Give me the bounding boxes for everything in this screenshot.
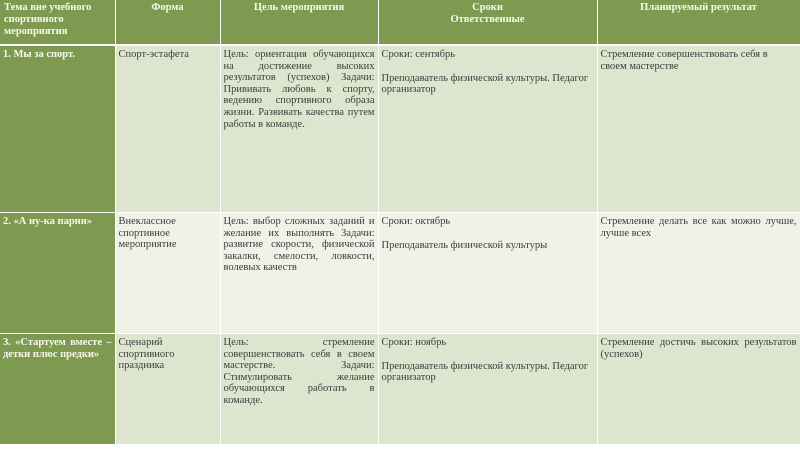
row-responsible: Преподаватель физической культуры. Педагог организатор	[381, 360, 589, 384]
row-result: Стремление делать все как можно лучше, лучше всех	[597, 213, 800, 334]
row-goal: Цель: стремление совершенствовать себя в своем мастерстве. Задачи: Стимулировать желание обучающихся работать в команде.	[220, 334, 378, 445]
row-responsible: Преподаватель физической культуры. Педагог организатор	[381, 72, 589, 96]
header-dates	[378, 0, 597, 45]
row-theme: 3. «Стартуем вместе – детки плюс предки»	[0, 334, 115, 445]
header-goal: Цель мероприятия	[220, 0, 378, 45]
row-result: Стремление совершенствовать себя в своем мастерстве	[597, 45, 800, 213]
row-goal: Цель: выбор сложных заданий и желание их выполнять Задачи: развитие скорости, физической закалки, смелости, ловкости, волевых качеств	[220, 213, 378, 334]
header-dates-title: Сроки	[472, 2, 503, 13]
row-theme: 1. Мы за спорт.	[0, 45, 115, 213]
table-row	[0, 213, 800, 334]
row-dates-cell	[378, 45, 597, 213]
row-result: Стремление достичь высоких результатов (успехов)	[597, 334, 800, 445]
row-form: Внеклассное спортивное мероприятие	[115, 213, 220, 334]
row-dates-cell	[378, 334, 597, 445]
row-dates: Сроки: сентябрь	[381, 49, 455, 60]
header-theme: Тема вне учебного спортивного мероприятия	[0, 0, 115, 45]
row-goal: Цель: ориентация обучающихся на достижение высоких результатов (успехов) Задачи: Прививать любовь к спорту, ведению спортивного образа жизни. Развивать качества путем работы в команде.	[220, 45, 378, 213]
row-dates: Сроки: ноябрь	[381, 337, 447, 348]
header-form: Форма	[115, 0, 220, 45]
row-theme: 2. «А ну-ка парни»	[0, 213, 115, 334]
header-responsible-title: Ответственные	[450, 14, 525, 25]
table-row	[0, 334, 800, 445]
row-form: Спорт-эстафета	[115, 45, 220, 213]
row-responsible: Преподаватель физической культуры	[381, 239, 548, 251]
header-result: Планируемый результат	[597, 0, 800, 45]
row-dates-cell	[378, 213, 597, 334]
table-header-row	[0, 0, 800, 45]
row-dates: Сроки: октябрь	[381, 216, 451, 227]
row-form: Сценарий спортивного праздника	[115, 334, 220, 445]
table-row	[0, 45, 800, 213]
